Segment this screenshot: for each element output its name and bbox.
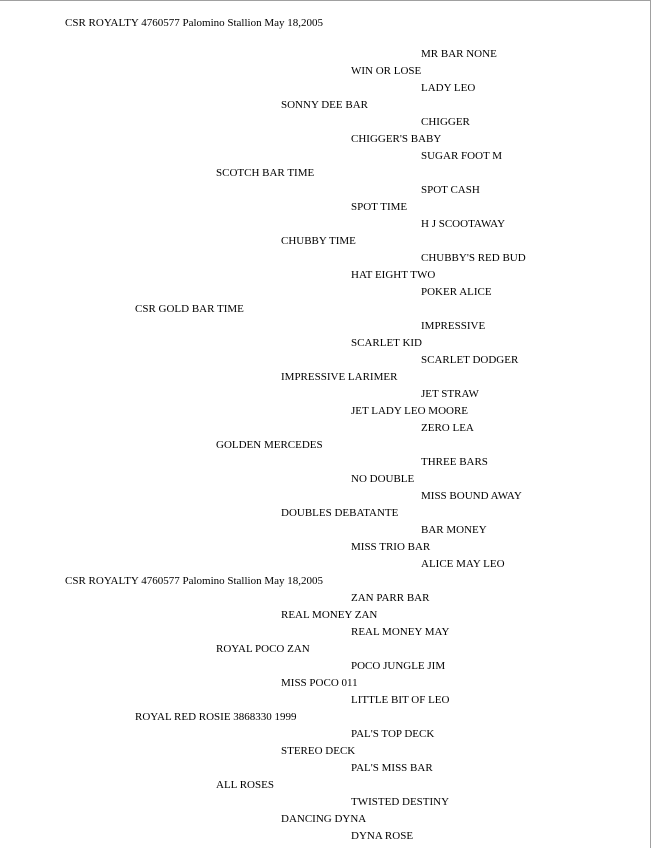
pedigree-entry: WIN OR LOSE — [351, 65, 422, 77]
pedigree-entry: H J SCOOTAWAY — [421, 218, 506, 230]
pedigree-entry: MISS TRIO BAR — [351, 541, 431, 553]
pedigree-entry: CHUBBY'S RED BUD — [421, 252, 526, 264]
pedigree-entry: SPOT TIME — [351, 201, 408, 213]
pedigree-entry: ROYAL POCO ZAN — [216, 643, 310, 655]
pedigree-entry: IMPRESSIVE — [421, 320, 486, 332]
pedigree-entry: DANCING DYNA — [281, 813, 367, 825]
pedigree-entry: SUGAR FOOT M — [421, 150, 503, 162]
pedigree-entry: STEREO DECK — [281, 745, 356, 757]
pedigree-entry: JET STRAW — [421, 388, 479, 400]
pedigree-entry: SCARLET DODGER — [421, 354, 519, 366]
pedigree-entry: MR BAR NONE — [421, 48, 497, 60]
pedigree-entry: REAL MONEY MAY — [351, 626, 450, 638]
pedigree-entry: POKER ALICE — [421, 286, 492, 298]
pedigree-entry: REAL MONEY ZAN — [281, 609, 378, 621]
pedigree-entry: THREE BARS — [421, 456, 488, 468]
pedigree-entry: SCARLET KID — [351, 337, 422, 349]
pedigree-header: CSR ROYALTY 4760577 Palomino Stallion May 18,2005 — [65, 575, 324, 587]
pedigree-entry: NO DOUBLE — [351, 473, 415, 485]
pedigree-entry: IMPRESSIVE LARIMER — [281, 371, 398, 383]
pedigree-entry: ROYAL RED ROSIE 3868330 1999 — [135, 711, 297, 723]
pedigree-entry: JET LADY LEO MOORE — [351, 405, 469, 417]
pedigree-entry: HAT EIGHT TWO — [351, 269, 436, 281]
window-top-border — [0, 0, 651, 1]
pedigree-entry: CHIGGER — [421, 116, 470, 128]
pedigree-entry: BAR MONEY — [421, 524, 487, 536]
pedigree-header: CSR ROYALTY 4760577 Palomino Stallion May 18,2005 — [65, 17, 324, 29]
pedigree-entry: ALL ROSES — [216, 779, 274, 791]
pedigree-entry: TWISTED DESTINY — [351, 796, 450, 808]
pedigree-entry: LADY LEO — [421, 82, 476, 94]
pedigree-entry: SCOTCH BAR TIME — [216, 167, 315, 179]
pedigree-entry: ZERO LEA — [421, 422, 474, 434]
pedigree-entry: POCO JUNGLE JIM — [351, 660, 446, 672]
pedigree-entry: GOLDEN MERCEDES — [216, 439, 323, 451]
pedigree-entry: ZAN PARR BAR — [351, 592, 430, 604]
pedigree-entry: CSR GOLD BAR TIME — [135, 303, 244, 315]
pedigree-entry: DYNA ROSE — [351, 830, 414, 842]
pedigree-entry: MISS POCO 011 — [281, 677, 358, 689]
pedigree-entry: PAL'S TOP DECK — [351, 728, 435, 740]
pedigree-entry: MISS BOUND AWAY — [421, 490, 522, 502]
pedigree-entry: SPOT CASH — [421, 184, 480, 196]
pedigree-entry: CHUBBY TIME — [281, 235, 356, 247]
pedigree-entry: CHIGGER'S BABY — [351, 133, 442, 145]
pedigree-entry: PAL'S MISS BAR — [351, 762, 433, 774]
pedigree-entry: ALICE MAY LEO — [421, 558, 505, 570]
pedigree-entry: SONNY DEE BAR — [281, 99, 368, 111]
pedigree-entry: LITTLE BIT OF LEO — [351, 694, 450, 706]
pedigree-entry: DOUBLES DEBATANTE — [281, 507, 399, 519]
